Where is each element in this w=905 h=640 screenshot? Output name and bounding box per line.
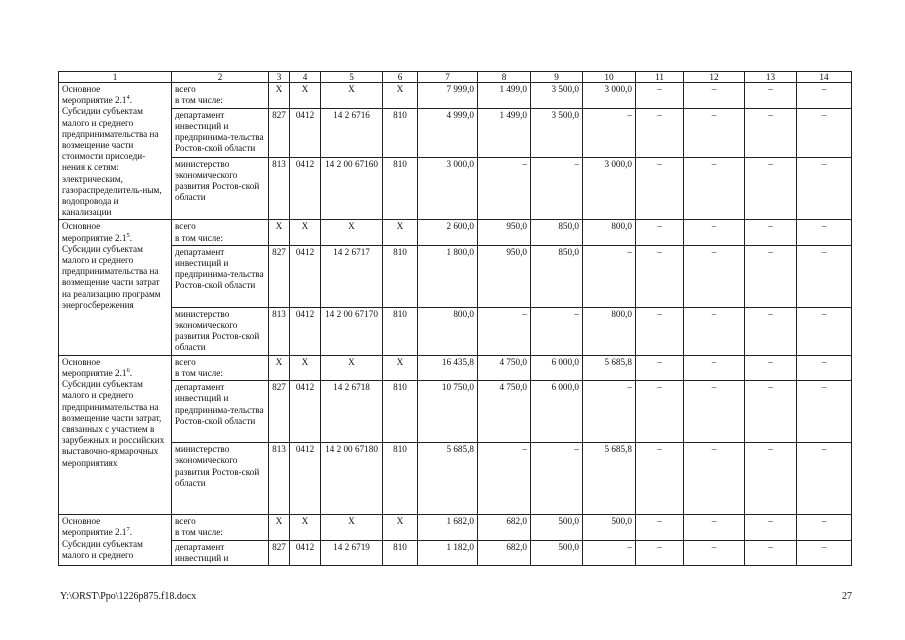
value-cell: 810 — [383, 157, 418, 220]
table-body — [59, 72, 852, 566]
value-cell: 827 — [269, 245, 290, 307]
value-cell: 1 499,0 — [478, 83, 531, 109]
value-cell: 827 — [269, 381, 290, 443]
value-cell: Х — [269, 220, 290, 245]
header-cell: 8 — [478, 72, 531, 83]
table-row — [59, 220, 852, 245]
table-row — [59, 245, 852, 307]
value-cell: – — [745, 83, 797, 109]
value-cell: Х — [383, 83, 418, 109]
value-cell: – — [745, 381, 797, 443]
value-cell: 682,0 — [478, 515, 531, 540]
value-cell: 0412 — [290, 108, 321, 157]
value-cell: Х — [290, 220, 321, 245]
value-cell: 14 2 6717 — [321, 245, 383, 307]
value-cell: 810 — [383, 443, 418, 515]
value-cell: – — [531, 443, 583, 515]
value-cell: – — [583, 245, 636, 307]
value-cell: 813 — [269, 443, 290, 515]
value-cell: Х — [290, 83, 321, 109]
value-cell: – — [478, 443, 531, 515]
executor-cell: департамент инвестиций и — [172, 540, 269, 565]
measure-name-cell — [59, 220, 172, 355]
value-cell: 0412 — [290, 245, 321, 307]
value-cell: 10 750,0 — [418, 381, 478, 443]
value-cell: 4 999,0 — [418, 108, 478, 157]
header-row — [59, 72, 852, 83]
value-cell: 7 999,0 — [418, 83, 478, 109]
header-cell: 12 — [684, 72, 745, 83]
value-cell: 6 000,0 — [531, 355, 583, 380]
value-cell: 14 2 00 67160 — [321, 157, 383, 220]
value-cell: 850,0 — [531, 220, 583, 245]
value-cell: – — [636, 220, 684, 245]
executor-cell: всего в том числе: — [172, 220, 269, 245]
header-cell: 7 — [418, 72, 478, 83]
value-cell: 813 — [269, 157, 290, 220]
value-cell: 2 600,0 — [418, 220, 478, 245]
value-cell: 0412 — [290, 307, 321, 355]
value-cell: 500,0 — [531, 515, 583, 540]
value-cell: 850,0 — [531, 245, 583, 307]
value-cell: 3 000,0 — [418, 157, 478, 220]
value-cell: 3 000,0 — [583, 157, 636, 220]
measure-description: . Субсидии субъектам малого и среднего предпринимательства на возмещение части затрат, связанных с участием в зарубежных и российских выставочно-ярмарочных мероприятиях — [62, 368, 165, 468]
value-cell: 3 000,0 — [583, 83, 636, 109]
table-row — [59, 355, 852, 380]
measure-name: Основное мероприятие 2.1 — [62, 516, 127, 538]
value-cell: Х — [290, 515, 321, 540]
table-row — [59, 307, 852, 355]
value-cell: – — [684, 515, 745, 540]
value-cell: 5 685,8 — [418, 443, 478, 515]
value-cell: – — [797, 540, 852, 565]
measure-name: Основное мероприятие 2.1 — [62, 356, 127, 379]
value-cell: – — [797, 515, 852, 540]
value-cell: 14 2 00 67180 — [321, 443, 383, 515]
table-row — [59, 108, 852, 157]
value-cell: – — [745, 515, 797, 540]
value-cell: Х — [383, 515, 418, 540]
value-cell: 1 499,0 — [478, 108, 531, 157]
value-cell: – — [531, 307, 583, 355]
value-cell: – — [684, 381, 745, 443]
value-cell: – — [684, 245, 745, 307]
table-row — [59, 83, 852, 109]
value-cell: – — [684, 220, 745, 245]
value-cell: Х — [321, 515, 383, 540]
value-cell: – — [745, 220, 797, 245]
value-cell: Х — [290, 355, 321, 380]
value-cell: – — [636, 515, 684, 540]
executor-cell: департамент инвестиций и предпринима-тельства Ростов-ской области — [172, 108, 269, 157]
value-cell: 827 — [269, 540, 290, 565]
executor-cell: департамент инвестиций и предпринима-тельства Ростов-ской области — [172, 381, 269, 443]
executor-cell: всего в том числе: — [172, 355, 269, 380]
value-cell: – — [745, 245, 797, 307]
value-cell: – — [797, 220, 852, 245]
measure-name-cell — [59, 515, 172, 566]
value-cell: 813 — [269, 307, 290, 355]
value-cell: – — [797, 157, 852, 220]
value-cell: – — [797, 108, 852, 157]
header-cell: 10 — [583, 72, 636, 83]
value-cell: – — [745, 443, 797, 515]
value-cell: 500,0 — [531, 540, 583, 565]
value-cell: 14 2 6719 — [321, 540, 383, 565]
value-cell: 1 682,0 — [418, 515, 478, 540]
table-row — [59, 381, 852, 443]
value-cell: – — [636, 307, 684, 355]
header-cell: 13 — [745, 72, 797, 83]
header-cell: 5 — [321, 72, 383, 83]
value-cell: 16 435,8 — [418, 355, 478, 380]
value-cell: – — [636, 443, 684, 515]
executor-cell: департамент инвестиций и предпринима-тельства Ростов-ской области — [172, 245, 269, 307]
value-cell: 3 500,0 — [531, 108, 583, 157]
value-cell: – — [636, 83, 684, 109]
value-cell: – — [745, 355, 797, 380]
footnote-mark: 6 — [126, 366, 130, 374]
value-cell: 827 — [269, 108, 290, 157]
header-cell: 3 — [269, 72, 290, 83]
value-cell: Х — [383, 355, 418, 380]
value-cell: – — [745, 157, 797, 220]
measure-description: . Субсидии субъектам малого и среднего предпринимательства на возмещение части затрат на реализацию программ энергосбережения — [62, 232, 161, 310]
value-cell: – — [684, 108, 745, 157]
value-cell: – — [636, 245, 684, 307]
table-row — [59, 540, 852, 565]
value-cell: 810 — [383, 381, 418, 443]
footnote-mark: 7 — [126, 526, 130, 534]
value-cell: – — [583, 540, 636, 565]
measure-name: Основное мероприятие 2.1 — [62, 221, 127, 243]
header-cell: 14 — [797, 72, 852, 83]
value-cell: – — [797, 381, 852, 443]
value-cell: 1 800,0 — [418, 245, 478, 307]
budget-table — [58, 71, 852, 566]
value-cell: – — [684, 83, 745, 109]
executor-cell: министерство экономического развития Ростов-ской области — [172, 443, 269, 515]
value-cell: 800,0 — [583, 220, 636, 245]
value-cell: 950,0 — [478, 245, 531, 307]
value-cell: 0412 — [290, 157, 321, 220]
value-cell: – — [684, 307, 745, 355]
value-cell: – — [684, 355, 745, 380]
value-cell: – — [797, 245, 852, 307]
header-cell: 6 — [383, 72, 418, 83]
value-cell: – — [636, 381, 684, 443]
value-cell: 810 — [383, 108, 418, 157]
value-cell: Х — [321, 355, 383, 380]
value-cell: 5 685,8 — [583, 355, 636, 380]
value-cell: 500,0 — [583, 515, 636, 540]
value-cell: – — [797, 355, 852, 380]
value-cell: – — [636, 157, 684, 220]
table-row — [59, 515, 852, 540]
value-cell: 1 182,0 — [418, 540, 478, 565]
value-cell: – — [583, 108, 636, 157]
value-cell: Х — [383, 220, 418, 245]
executor-cell: всего в том числе: — [172, 515, 269, 540]
value-cell: 14 2 00 67170 — [321, 307, 383, 355]
value-cell: – — [684, 443, 745, 515]
footnote-mark: 4 — [126, 94, 130, 102]
value-cell: Х — [269, 515, 290, 540]
footnote-mark: 5 — [126, 231, 130, 239]
header-cell: 1 — [59, 72, 172, 83]
value-cell: 0412 — [290, 443, 321, 515]
value-cell: 4 750,0 — [478, 355, 531, 380]
value-cell: – — [745, 307, 797, 355]
value-cell: Х — [321, 220, 383, 245]
executor-cell: министерство экономического развития Ростов-ской области — [172, 157, 269, 220]
value-cell: 6 000,0 — [531, 381, 583, 443]
value-cell: – — [478, 157, 531, 220]
value-cell: – — [797, 83, 852, 109]
value-cell: Х — [269, 83, 290, 109]
value-cell: 810 — [383, 245, 418, 307]
value-cell: – — [636, 355, 684, 380]
header-cell: 4 — [290, 72, 321, 83]
measure-name-cell — [59, 83, 172, 220]
value-cell: 4 750,0 — [478, 381, 531, 443]
value-cell: 0412 — [290, 540, 321, 565]
measure-description: . Субсидии субъектам малого и среднего — [62, 527, 143, 560]
page-number: 27 — [842, 591, 852, 602]
value-cell: – — [797, 443, 852, 515]
value-cell: – — [684, 540, 745, 565]
measure-name: Основное мероприятие 2.1 — [62, 84, 127, 106]
value-cell: – — [478, 307, 531, 355]
footer-file-path: Y:\ORST\Ppo\1226p875.f18.docx — [60, 591, 197, 602]
value-cell: 3 500,0 — [531, 83, 583, 109]
value-cell: Х — [269, 355, 290, 380]
value-cell: 5 685,8 — [583, 443, 636, 515]
value-cell: 810 — [383, 307, 418, 355]
value-cell: – — [636, 540, 684, 565]
value-cell: – — [745, 108, 797, 157]
table-row — [59, 443, 852, 515]
value-cell: 682,0 — [478, 540, 531, 565]
value-cell: 950,0 — [478, 220, 531, 245]
table-row — [59, 157, 852, 220]
value-cell: 800,0 — [418, 307, 478, 355]
value-cell: – — [797, 307, 852, 355]
header-cell: 11 — [636, 72, 684, 83]
measure-name-cell — [59, 355, 172, 514]
value-cell: 14 2 6716 — [321, 108, 383, 157]
value-cell: 14 2 6718 — [321, 381, 383, 443]
value-cell: – — [684, 157, 745, 220]
executor-cell: министерство экономического развития Ростов-ской области — [172, 307, 269, 355]
header-cell: 9 — [531, 72, 583, 83]
measure-description: . Субсидии субъектам малого и среднего предпринимательства на возмещение части стоимости присоеди-нения к сетям: электрическим, газораспределитель-ным, водопровода и канализации — [62, 95, 162, 218]
value-cell: Х — [321, 83, 383, 109]
value-cell: 810 — [383, 540, 418, 565]
header-cell: 2 — [172, 72, 269, 83]
value-cell: – — [531, 157, 583, 220]
value-cell: – — [636, 108, 684, 157]
executor-cell: всего в том числе: — [172, 83, 269, 109]
value-cell: 0412 — [290, 381, 321, 443]
value-cell: 800,0 — [583, 307, 636, 355]
value-cell: – — [745, 540, 797, 565]
value-cell: – — [583, 381, 636, 443]
